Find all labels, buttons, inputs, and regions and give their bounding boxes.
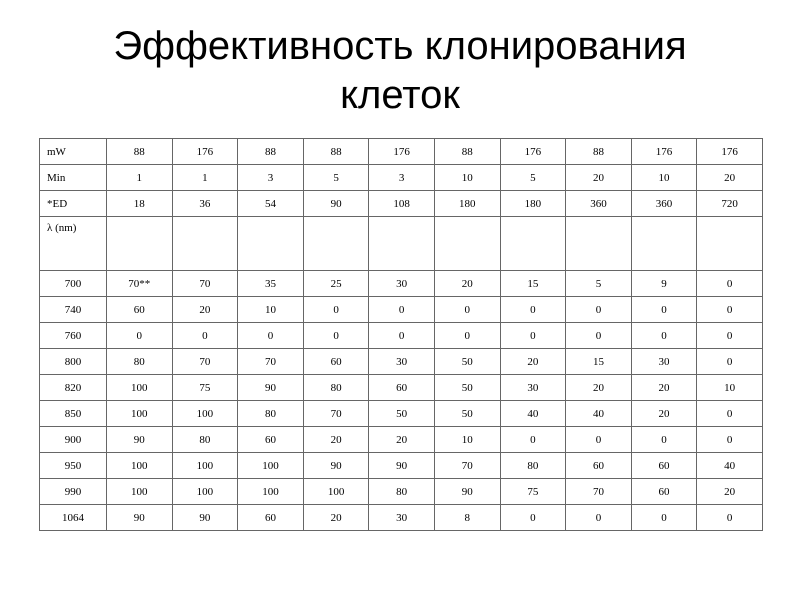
table-cell: 35 xyxy=(238,271,304,297)
table-cell: 0 xyxy=(107,323,173,349)
table-cell: 1 xyxy=(172,165,238,191)
table-cell: 20 xyxy=(434,271,500,297)
table-cell: 0 xyxy=(566,505,632,531)
table-cell: 60 xyxy=(369,375,435,401)
table-cell: 0 xyxy=(697,323,763,349)
table-cell: 20 xyxy=(500,349,566,375)
table-cell: 0 xyxy=(697,297,763,323)
table-cell: 18 xyxy=(107,191,173,217)
table-cell: 100 xyxy=(107,453,173,479)
table-cell: 176 xyxy=(369,139,435,165)
table-cell: 0 xyxy=(631,323,697,349)
table-cell: 0 xyxy=(697,401,763,427)
table-cell: 0 xyxy=(631,505,697,531)
table-cell: 5 xyxy=(500,165,566,191)
table-cell: 20 xyxy=(566,375,632,401)
table-cell: 90 xyxy=(107,505,173,531)
wavelength-header-row xyxy=(40,217,763,271)
table-cell: 88 xyxy=(303,139,369,165)
table-cell: 15 xyxy=(566,349,632,375)
empty-cell xyxy=(434,217,500,271)
wavelength-label: λ (nm) xyxy=(40,217,107,271)
table-cell: 3 xyxy=(238,165,304,191)
wavelength-cell: 1064 xyxy=(40,505,107,531)
table-cell: 50 xyxy=(369,401,435,427)
table-cell: 70 xyxy=(566,479,632,505)
table-cell: 88 xyxy=(107,139,173,165)
table-cell: 20 xyxy=(303,505,369,531)
row-label: Min xyxy=(40,165,107,191)
cloning-efficiency-table xyxy=(39,138,763,531)
table-cell: 0 xyxy=(697,505,763,531)
wavelength-cell: 700 xyxy=(40,271,107,297)
title-line-1: Эффективность клонирования xyxy=(113,24,687,68)
table-cell: 0 xyxy=(566,297,632,323)
table-cell: 30 xyxy=(500,375,566,401)
table-cell: 108 xyxy=(369,191,435,217)
wavelength-cell: 850 xyxy=(40,401,107,427)
table-cell: 80 xyxy=(238,401,304,427)
table-cell: 50 xyxy=(434,375,500,401)
table-cell: 9 xyxy=(631,271,697,297)
table-cell: 20 xyxy=(172,297,238,323)
table-row xyxy=(40,297,763,323)
wavelength-cell: 820 xyxy=(40,375,107,401)
table-cell: 176 xyxy=(500,139,566,165)
row-label: *ED xyxy=(40,191,107,217)
table-cell: 360 xyxy=(566,191,632,217)
table-cell: 80 xyxy=(303,375,369,401)
table-cell: 20 xyxy=(697,479,763,505)
table-cell: 80 xyxy=(500,453,566,479)
table-cell: 80 xyxy=(369,479,435,505)
table-cell: 5 xyxy=(566,271,632,297)
table-cell: 60 xyxy=(238,505,304,531)
table-cell: 90 xyxy=(369,453,435,479)
table-cell: 20 xyxy=(631,375,697,401)
table-cell: 75 xyxy=(500,479,566,505)
table-cell: 10 xyxy=(434,427,500,453)
table-cell: 20 xyxy=(369,427,435,453)
table-cell: 720 xyxy=(697,191,763,217)
wavelength-cell: 800 xyxy=(40,349,107,375)
table-cell: 180 xyxy=(434,191,500,217)
empty-cell xyxy=(500,217,566,271)
table-cell: 54 xyxy=(238,191,304,217)
wavelength-cell: 950 xyxy=(40,453,107,479)
table-cell: 30 xyxy=(369,349,435,375)
table-cell: 0 xyxy=(434,323,500,349)
empty-cell xyxy=(303,217,369,271)
table-cell: 100 xyxy=(107,375,173,401)
table-cell: 100 xyxy=(238,453,304,479)
table-cell: 0 xyxy=(697,271,763,297)
table-cell: 80 xyxy=(107,349,173,375)
wavelength-cell: 900 xyxy=(40,427,107,453)
table-cell: 1 xyxy=(107,165,173,191)
table-cell: 10 xyxy=(631,165,697,191)
table-cell: 88 xyxy=(434,139,500,165)
table-cell: 30 xyxy=(631,349,697,375)
page-title xyxy=(0,22,800,120)
table-cell: 10 xyxy=(434,165,500,191)
table-row xyxy=(40,401,763,427)
table-cell: 0 xyxy=(500,297,566,323)
empty-cell xyxy=(697,217,763,271)
header-row xyxy=(40,191,763,217)
table-cell: 40 xyxy=(566,401,632,427)
table-cell: 20 xyxy=(631,401,697,427)
table-cell: 0 xyxy=(566,427,632,453)
table-cell: 75 xyxy=(172,375,238,401)
table-cell: 0 xyxy=(369,323,435,349)
table-cell: 180 xyxy=(500,191,566,217)
wavelength-cell: 760 xyxy=(40,323,107,349)
table-cell: 80 xyxy=(172,427,238,453)
table-cell: 40 xyxy=(697,453,763,479)
table-cell: 3 xyxy=(369,165,435,191)
header-row xyxy=(40,139,763,165)
table-cell: 36 xyxy=(172,191,238,217)
table-cell: 60 xyxy=(238,427,304,453)
table-cell: 70 xyxy=(303,401,369,427)
table-cell: 0 xyxy=(303,297,369,323)
table-cell: 70 xyxy=(172,349,238,375)
table-cell: 176 xyxy=(172,139,238,165)
table-cell: 50 xyxy=(434,349,500,375)
table-cell: 0 xyxy=(566,323,632,349)
empty-cell xyxy=(107,217,173,271)
row-label: mW xyxy=(40,139,107,165)
table-cell: 100 xyxy=(172,479,238,505)
table-cell: 5 xyxy=(303,165,369,191)
table-cell: 0 xyxy=(697,349,763,375)
table-cell: 88 xyxy=(566,139,632,165)
table-cell: 70 xyxy=(238,349,304,375)
table-cell: 0 xyxy=(697,427,763,453)
table-cell: 100 xyxy=(238,479,304,505)
table-cell: 0 xyxy=(500,427,566,453)
table-cell: 70 xyxy=(434,453,500,479)
table-row xyxy=(40,453,763,479)
empty-cell xyxy=(172,217,238,271)
table-cell: 25 xyxy=(303,271,369,297)
table-cell: 90 xyxy=(107,427,173,453)
table-cell: 20 xyxy=(303,427,369,453)
table-cell: 10 xyxy=(238,297,304,323)
title-line-2: клеток xyxy=(340,73,460,117)
table-row xyxy=(40,479,763,505)
table-cell: 100 xyxy=(107,479,173,505)
empty-cell xyxy=(631,217,697,271)
table-cell: 60 xyxy=(566,453,632,479)
table-row xyxy=(40,375,763,401)
table-cell: 60 xyxy=(303,349,369,375)
table-cell: 0 xyxy=(631,297,697,323)
table-cell: 20 xyxy=(697,165,763,191)
table-cell: 90 xyxy=(434,479,500,505)
table-cell: 20 xyxy=(566,165,632,191)
table-cell: 100 xyxy=(172,453,238,479)
table-cell: 90 xyxy=(172,505,238,531)
table-cell: 40 xyxy=(500,401,566,427)
table-cell: 0 xyxy=(369,297,435,323)
table-row xyxy=(40,349,763,375)
table-cell: 0 xyxy=(631,427,697,453)
table-cell: 88 xyxy=(238,139,304,165)
table-cell: 100 xyxy=(107,401,173,427)
empty-cell xyxy=(238,217,304,271)
table-cell: 70 xyxy=(172,271,238,297)
table-cell: 100 xyxy=(172,401,238,427)
table-cell: 60 xyxy=(631,453,697,479)
table-row xyxy=(40,323,763,349)
table-cell: 0 xyxy=(238,323,304,349)
table-cell: 0 xyxy=(434,297,500,323)
table-cell: 60 xyxy=(107,297,173,323)
table-cell: 50 xyxy=(434,401,500,427)
header-row xyxy=(40,165,763,191)
table-cell: 90 xyxy=(303,191,369,217)
table-cell: 70** xyxy=(107,271,173,297)
table-cell: 0 xyxy=(500,505,566,531)
table-cell: 176 xyxy=(697,139,763,165)
table-cell: 10 xyxy=(697,375,763,401)
empty-cell xyxy=(566,217,632,271)
table-cell: 0 xyxy=(303,323,369,349)
table-cell: 176 xyxy=(631,139,697,165)
table-cell: 0 xyxy=(172,323,238,349)
wavelength-cell: 990 xyxy=(40,479,107,505)
table-cell: 30 xyxy=(369,271,435,297)
table-cell: 360 xyxy=(631,191,697,217)
table-cell: 90 xyxy=(238,375,304,401)
table-cell: 30 xyxy=(369,505,435,531)
table-cell: 8 xyxy=(434,505,500,531)
table-cell: 15 xyxy=(500,271,566,297)
table-cell: 0 xyxy=(500,323,566,349)
table-row xyxy=(40,427,763,453)
empty-cell xyxy=(369,217,435,271)
table-cell: 60 xyxy=(631,479,697,505)
table-row xyxy=(40,271,763,297)
table-cell: 90 xyxy=(303,453,369,479)
wavelength-cell: 740 xyxy=(40,297,107,323)
table-row xyxy=(40,505,763,531)
table-cell: 100 xyxy=(303,479,369,505)
